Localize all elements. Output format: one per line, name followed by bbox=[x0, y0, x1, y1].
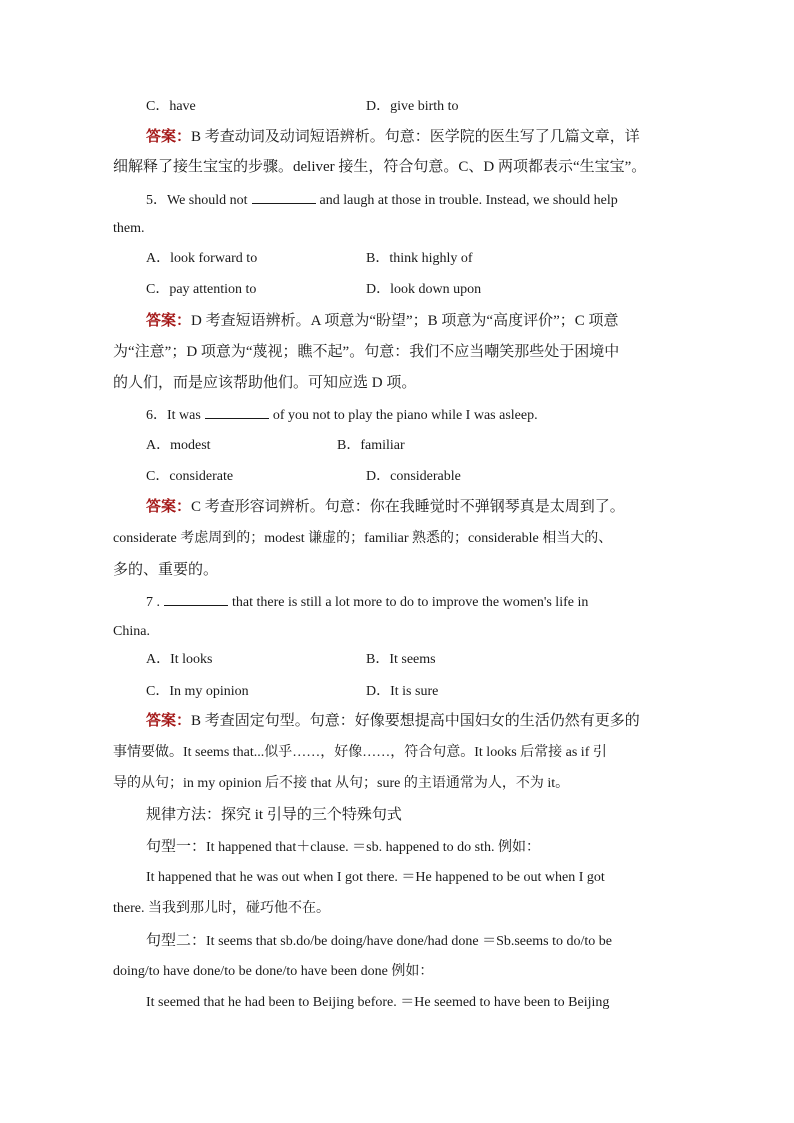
q6-answer-line-2: considerate 考虑周到的；modest 谦虚的；familiar 熟悉的；considerable 相当大的、 bbox=[113, 531, 613, 546]
q4-option-c: C．have bbox=[146, 99, 196, 114]
q6-answer-line-3: 多的、重要的。 bbox=[113, 562, 219, 578]
answer-label: 答案： bbox=[146, 499, 192, 515]
q6-option-b: B．familiar bbox=[337, 438, 405, 453]
q7-answer-line-3: 导的从句；in my opinion 后不接 that 从句；sure 的主语通常为人，不为 it。 bbox=[113, 776, 570, 791]
q4-answer-line-2: 细解释了接生宝宝的步骤。deliver 接生，符合句意。C、D 两项都表示“生宝宝”。 bbox=[113, 159, 647, 175]
pattern-2 bbox=[146, 932, 612, 951]
q6-option-a: A．modest bbox=[146, 438, 211, 453]
q7-answer-line-2: 事情要做。It seems that...似乎……，好像……，符合句意。It looks 后常接 as if 引 bbox=[113, 745, 607, 760]
q5-option-c: C．pay attention to bbox=[146, 282, 257, 297]
q5-stem bbox=[146, 191, 618, 210]
pattern-1-example-cont: there. 当我到那儿时，碰巧他不在。 bbox=[113, 901, 330, 916]
pattern-2-example: It seemed that he had been to Beijing before. ＝He seemed to have been to Beijing bbox=[146, 995, 610, 1010]
q4-option-d: D．give birth to bbox=[366, 99, 459, 114]
q6-stem-end: of you not to play the piano while I was asleep. bbox=[272, 408, 538, 423]
q6-stem-start: 6．It was bbox=[146, 408, 201, 423]
answer-blank bbox=[205, 406, 269, 419]
q7-answer-line bbox=[146, 712, 640, 730]
q7-answer-text: B 考查固定句型。句意：好像要想提高中国妇女的生活仍然有更多的 bbox=[191, 713, 640, 729]
q6-option-c: C．considerate bbox=[146, 469, 234, 484]
answer-blank bbox=[164, 593, 228, 606]
q5-stem-start: 5．We should not bbox=[146, 193, 248, 208]
q6-answer-line bbox=[146, 498, 625, 516]
q5-stem-continued: them. bbox=[113, 221, 145, 236]
q6-option-d: D．considerable bbox=[366, 469, 461, 484]
q4-answer-line bbox=[146, 128, 640, 146]
q7-stem-continued: China. bbox=[113, 624, 150, 639]
answer-label: 答案： bbox=[146, 313, 192, 329]
answer-blank bbox=[252, 191, 316, 204]
q5-answer-line bbox=[146, 312, 619, 330]
q5-option-d: D．look down upon bbox=[366, 282, 482, 297]
q7-option-d: D．It is sure bbox=[366, 684, 439, 699]
q5-answer-line-2: 为“注意”；D 项意为“蔑视；瞧不起”。句意：我们不应当嘲笑那些处于困境中 bbox=[113, 344, 620, 360]
q7-option-b: B．It seems bbox=[366, 652, 436, 667]
answer-label: 答案： bbox=[146, 713, 192, 729]
pattern-1-text: It happened that＋clause. ＝sb. happened to do sth. 例如： bbox=[206, 840, 540, 855]
pattern-1-label: 句型一： bbox=[146, 839, 207, 855]
q7-option-c: C．In my opinion bbox=[146, 684, 249, 699]
q7-stem bbox=[146, 593, 588, 612]
q7-stem-end: that there is still a lot more to do to improve the women's life in bbox=[232, 595, 589, 610]
q5-stem-end: and laugh at those in trouble. Instead, we should help bbox=[319, 193, 618, 208]
rules-heading: 规律方法：探究 it 引导的三个特殊句式 bbox=[146, 807, 402, 823]
pattern-2-label: 句型二： bbox=[146, 933, 207, 949]
pattern-2-text-cont: doing/to have done/to be done/to have been done 例如： bbox=[113, 964, 434, 979]
q5-option-a: A．look forward to bbox=[146, 251, 258, 266]
q5-option-b: B．think highly of bbox=[366, 251, 473, 266]
q6-stem bbox=[146, 406, 538, 425]
q5-answer-line-3: 的人们，而是应该帮助他们。可知应选 D 项。 bbox=[113, 375, 417, 391]
pattern-2-text: It seems that sb.do/be doing/have done/had done ＝Sb.seems to do/to be bbox=[206, 934, 612, 949]
q7-option-a: A．It looks bbox=[146, 652, 213, 667]
q7-stem-start: 7 . bbox=[146, 595, 160, 610]
q5-answer-text: D 考查短语辨析。A 项意为“盼望”；B 项意为“高度评价”；C 项意 bbox=[191, 313, 619, 329]
pattern-1 bbox=[146, 838, 540, 857]
answer-label: 答案： bbox=[146, 129, 192, 145]
pattern-1-example: It happened that he was out when I got there. ＝He happened to be out when I got bbox=[146, 870, 605, 885]
q4-answer-text: B 考查动词及动词短语辨析。句意：医学院的医生写了几篇文章，详 bbox=[191, 129, 640, 145]
q6-answer-text: C 考查形容词辨析。句意：你在我睡觉时不弹钢琴真是太周到了。 bbox=[191, 499, 625, 515]
